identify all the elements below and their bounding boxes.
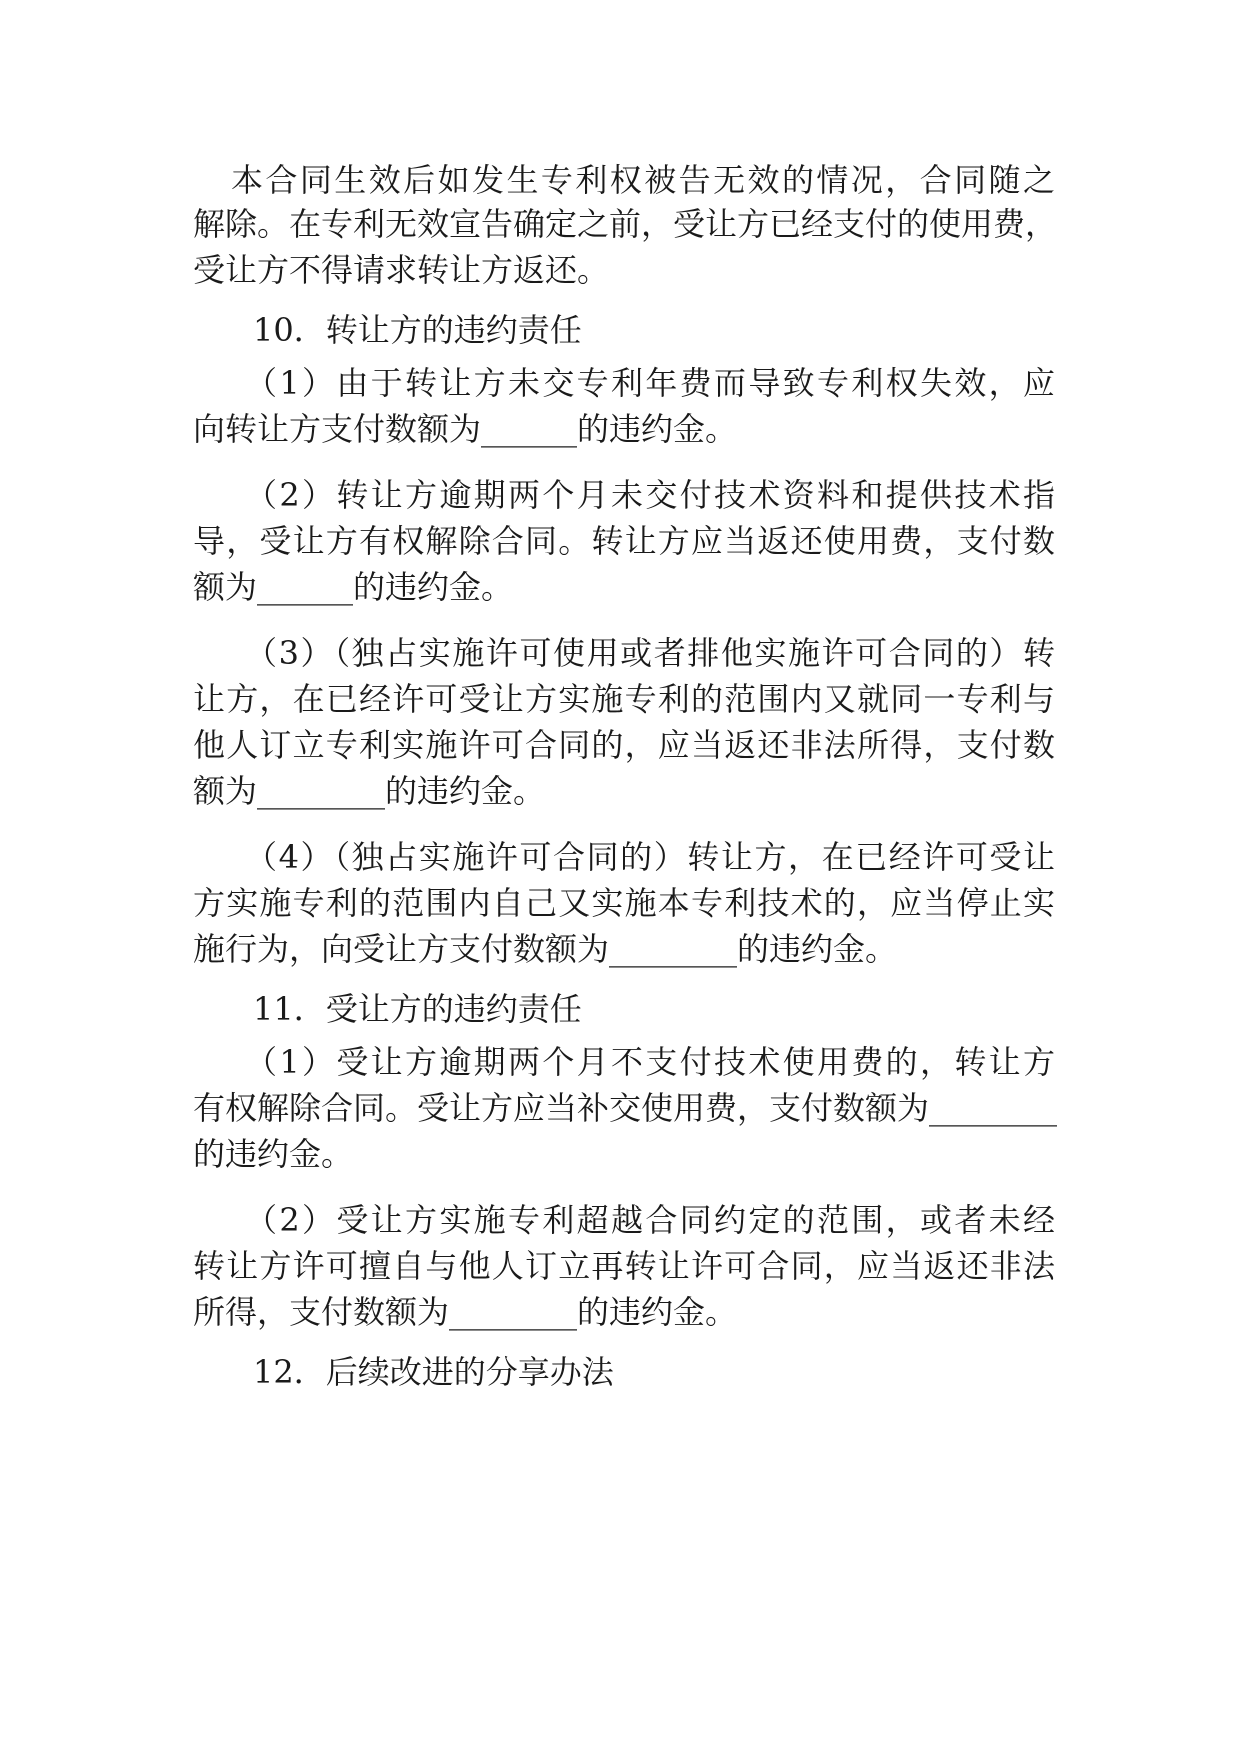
paragraph-line: 所得，支付数额为________的违约金。: [193, 1293, 738, 1331]
paragraph-line: （3）（独占实施许可使用或者排他实施许可合同的）转: [245, 634, 1055, 672]
paragraph-line: 的违约金。: [193, 1135, 354, 1173]
paragraph-line: 本合同生效后如发生专利权被告无效的情况，合同随之: [231, 161, 1055, 199]
section-heading: 12．后续改进的分享办法: [253, 1353, 614, 1391]
paragraph-line: 额为______的违约金。: [193, 568, 514, 606]
paragraph-line: （1）受让方逾期两个月不支付技术使用费的，转让方: [245, 1043, 1055, 1081]
paragraph-line: （2）受让方实施专利超越合同约定的范围，或者未经: [245, 1201, 1055, 1239]
paragraph-line: 导，受让方有权解除合同。转让方应当返还使用费，支付数: [193, 522, 1055, 560]
paragraph-line: 方实施专利的范围内自己又实施本专利技术的，应当停止实: [193, 884, 1055, 922]
paragraph-line: （2）转让方逾期两个月未交付技术资料和提供技术指: [245, 476, 1055, 514]
paragraph-line: （4）（独占实施许可合同的）转让方，在已经许可受让: [245, 838, 1055, 876]
paragraph-line: 受让方不得请求转让方返还。: [193, 251, 610, 289]
paragraph-line: 解除。在专利无效宣告确定之前，受让方已经支付的使用费，: [193, 205, 1058, 243]
paragraph-line: 转让方许可擅自与他人订立再转让许可合同，应当返还非法: [193, 1247, 1055, 1285]
paragraph-line: 向转让方支付数额为______的违约金。: [193, 410, 738, 448]
paragraph-line: （1）由于转让方未交专利年费而导致专利权失效，应: [245, 364, 1055, 402]
paragraph-line: 他人订立专利实施许可合同的，应当返还非法所得，支付数: [193, 726, 1055, 764]
section-heading: 10．转让方的违约责任: [253, 311, 582, 349]
section-heading: 11．受让方的违约责任: [253, 990, 582, 1028]
paragraph-line: 让方，在已经许可受让方实施专利的范围内又就同一专利与: [193, 680, 1055, 718]
paragraph-line: 额为________的违约金。: [193, 772, 546, 810]
paragraph-line: 有权解除合同。受让方应当补交使用费，支付数额为________: [193, 1089, 1058, 1127]
paragraph-line: 施行为，向受让方支付数额为________的违约金。: [193, 930, 898, 968]
